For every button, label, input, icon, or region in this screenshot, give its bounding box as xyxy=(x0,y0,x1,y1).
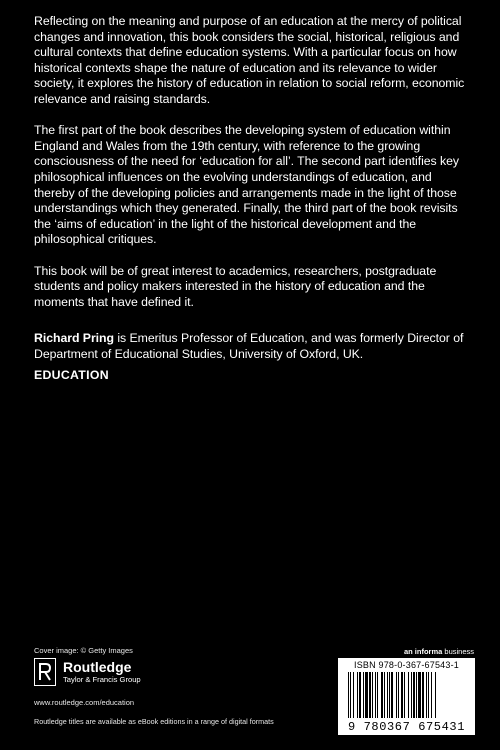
publisher-wordmark xyxy=(63,660,141,684)
barcode-bar xyxy=(357,672,358,718)
isbn-label: ISBN 978-0-367-67543-1 xyxy=(354,660,459,670)
barcode-bar xyxy=(431,672,432,718)
barcode-bar xyxy=(350,672,351,718)
barcode-bar xyxy=(353,672,354,718)
barcode-bar xyxy=(435,672,436,718)
subject-category: EDUCATION xyxy=(34,368,109,383)
barcode-bars xyxy=(348,672,465,718)
blurb-paragraph-1: Reflecting on the meaning and purpose of an education at the mercy of political changes and innovation, this book considers the social, historical, religious and cultural contexts that define education systems. With a particular focus on how historical contexts shape the nature of education and its relevance to wider society, it explores the history of education in relation to social reform, economic relevance and raising standards. xyxy=(34,14,465,106)
ebook-note: Routledge titles are available as eBook editions in a range of digital formats xyxy=(34,717,274,726)
isbn-barcode xyxy=(338,658,475,735)
barcode-bar xyxy=(404,672,405,718)
publisher-logo xyxy=(34,658,141,686)
author-bio-text: is Emeritus Professor of Education, and was formerly Director of Department of Educational Studies, University of Oxford, UK. xyxy=(34,331,464,361)
barcode-bar xyxy=(377,672,378,718)
barcode-bar xyxy=(411,672,412,718)
publisher-url: www.routledge.com/education xyxy=(34,698,135,707)
barcode-bar xyxy=(413,672,415,718)
barcode-bar xyxy=(398,672,399,718)
barcode-bar xyxy=(418,672,421,718)
barcode-bar xyxy=(365,672,368,718)
barcode-bar xyxy=(348,672,349,718)
barcode-bar xyxy=(381,672,383,718)
blurb-paragraph-3: This book will be of great interest to academics, researchers, postgraduate students and policy makers interested in the history of education and the moments that have defined it. xyxy=(34,263,437,309)
barcode-bar xyxy=(372,672,373,718)
barcode-bar xyxy=(363,672,364,718)
cover-image-credit: Cover image: © Getty Images xyxy=(34,646,133,655)
publisher-group: Taylor & Francis Group xyxy=(63,675,141,684)
publisher-name: Routledge xyxy=(63,659,132,675)
informa-suffix: business xyxy=(442,647,474,656)
barcode-bar xyxy=(391,672,393,718)
blurb-paragraph-2: The first part of the book describes the developing system of education within England and Wales from the 19th century, with reference to the growing consciousness of the need for ‘education for all’. The second part identifies key philosophical influences on the evolving understandings of education, and thereby of the developing policies and arrangements made in the light of those understandings which they generated. Finally, the third part of the book revisits the ‘aims of education’ in the light of the historical development and the philosophical critiques. xyxy=(34,123,460,247)
back-cover-blurb xyxy=(34,14,474,384)
barcode-bar xyxy=(389,672,390,718)
informa-brand: an informa xyxy=(403,647,443,656)
barcode-bar xyxy=(401,672,403,718)
barcode-bar xyxy=(396,672,397,718)
barcode-bar xyxy=(408,672,409,718)
author-bio xyxy=(34,331,474,362)
barcode-bar xyxy=(359,672,361,718)
barcode-bar xyxy=(375,672,376,718)
barcode-bar xyxy=(369,672,371,718)
barcode-digits: 9 780367 675431 xyxy=(347,720,466,734)
routledge-r-icon xyxy=(34,658,56,686)
author-name: Richard Pring xyxy=(34,331,114,346)
barcode-bar xyxy=(428,672,429,718)
barcode-bar xyxy=(416,672,417,718)
barcode-bar xyxy=(426,672,427,718)
barcode-bar xyxy=(387,672,388,718)
barcode-bar xyxy=(422,672,424,718)
informa-business-label xyxy=(404,647,474,656)
barcode-bar xyxy=(384,672,385,718)
